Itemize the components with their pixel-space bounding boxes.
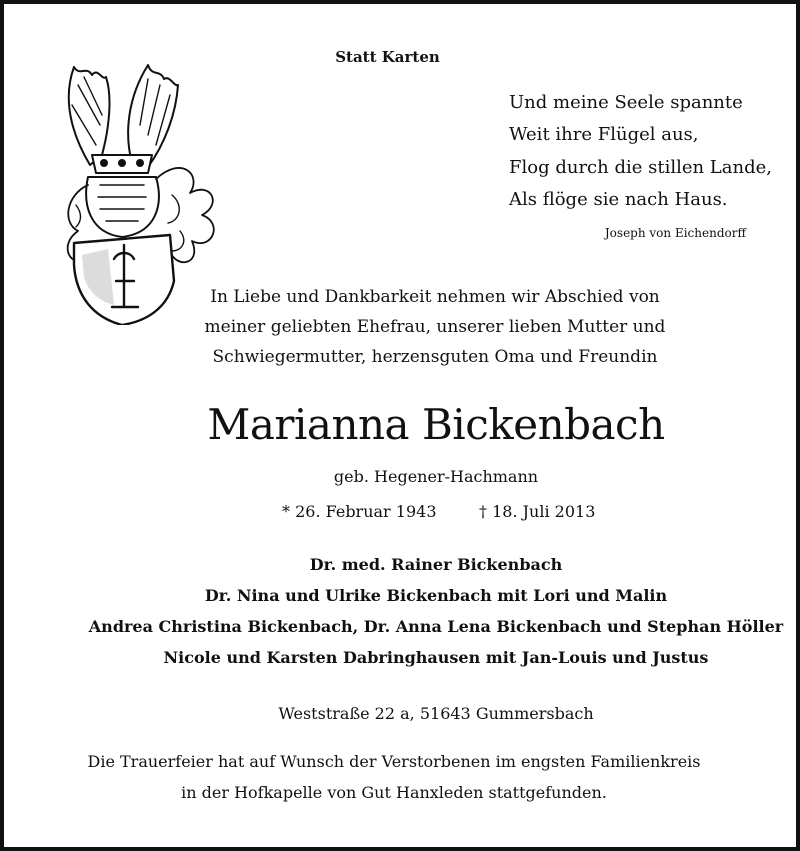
- intro-line: meiner geliebten Ehefrau, unserer lieben Mutter und: [204, 317, 666, 337]
- poem-line: Flog durch die stillen Lande,: [509, 157, 772, 178]
- death-date: † 18. Juli 2013: [479, 502, 596, 521]
- deceased-name: Marianna Bickenbach: [207, 400, 665, 449]
- mourner-line: Dr. med. Rainer Bickenbach: [309, 555, 563, 574]
- address: Weststraße 22 a, 51643 Gummersbach: [278, 704, 594, 723]
- poem-line: Weit ihre Flügel aus,: [509, 124, 699, 145]
- mourner-line: Andrea Christina Bickenbach, Dr. Anna Lena Bickenbach und Stephan Höller: [88, 617, 784, 636]
- intro-line: Schwiegermutter, herzensguten Oma und Freundin: [212, 347, 658, 367]
- funeral-line: in der Hofkapelle von Gut Hanxleden stattgefunden.: [181, 783, 607, 802]
- poem-line: Und meine Seele spannte: [509, 92, 743, 113]
- poem-line: Als flöge sie nach Haus.: [509, 189, 728, 210]
- notice-heading: Statt Karten: [335, 48, 440, 66]
- mourner-line: Nicole und Karsten Dabringhausen mit Jan-Louis und Justus: [163, 648, 709, 667]
- poem-author: Joseph von Eichendorff: [604, 226, 746, 240]
- mourner-line: Dr. Nina und Ulrike Bickenbach mit Lori und Malin: [204, 586, 668, 605]
- birth-name: geb. Hegener-Hachmann: [333, 467, 539, 486]
- birth-date: * 26. Februar 1943: [282, 502, 437, 521]
- intro-line: In Liebe und Dankbarkeit nehmen wir Abschied von: [210, 287, 660, 307]
- funeral-line: Die Trauerfeier hat auf Wunsch der Verstorbenen im engsten Familienkreis: [87, 752, 701, 771]
